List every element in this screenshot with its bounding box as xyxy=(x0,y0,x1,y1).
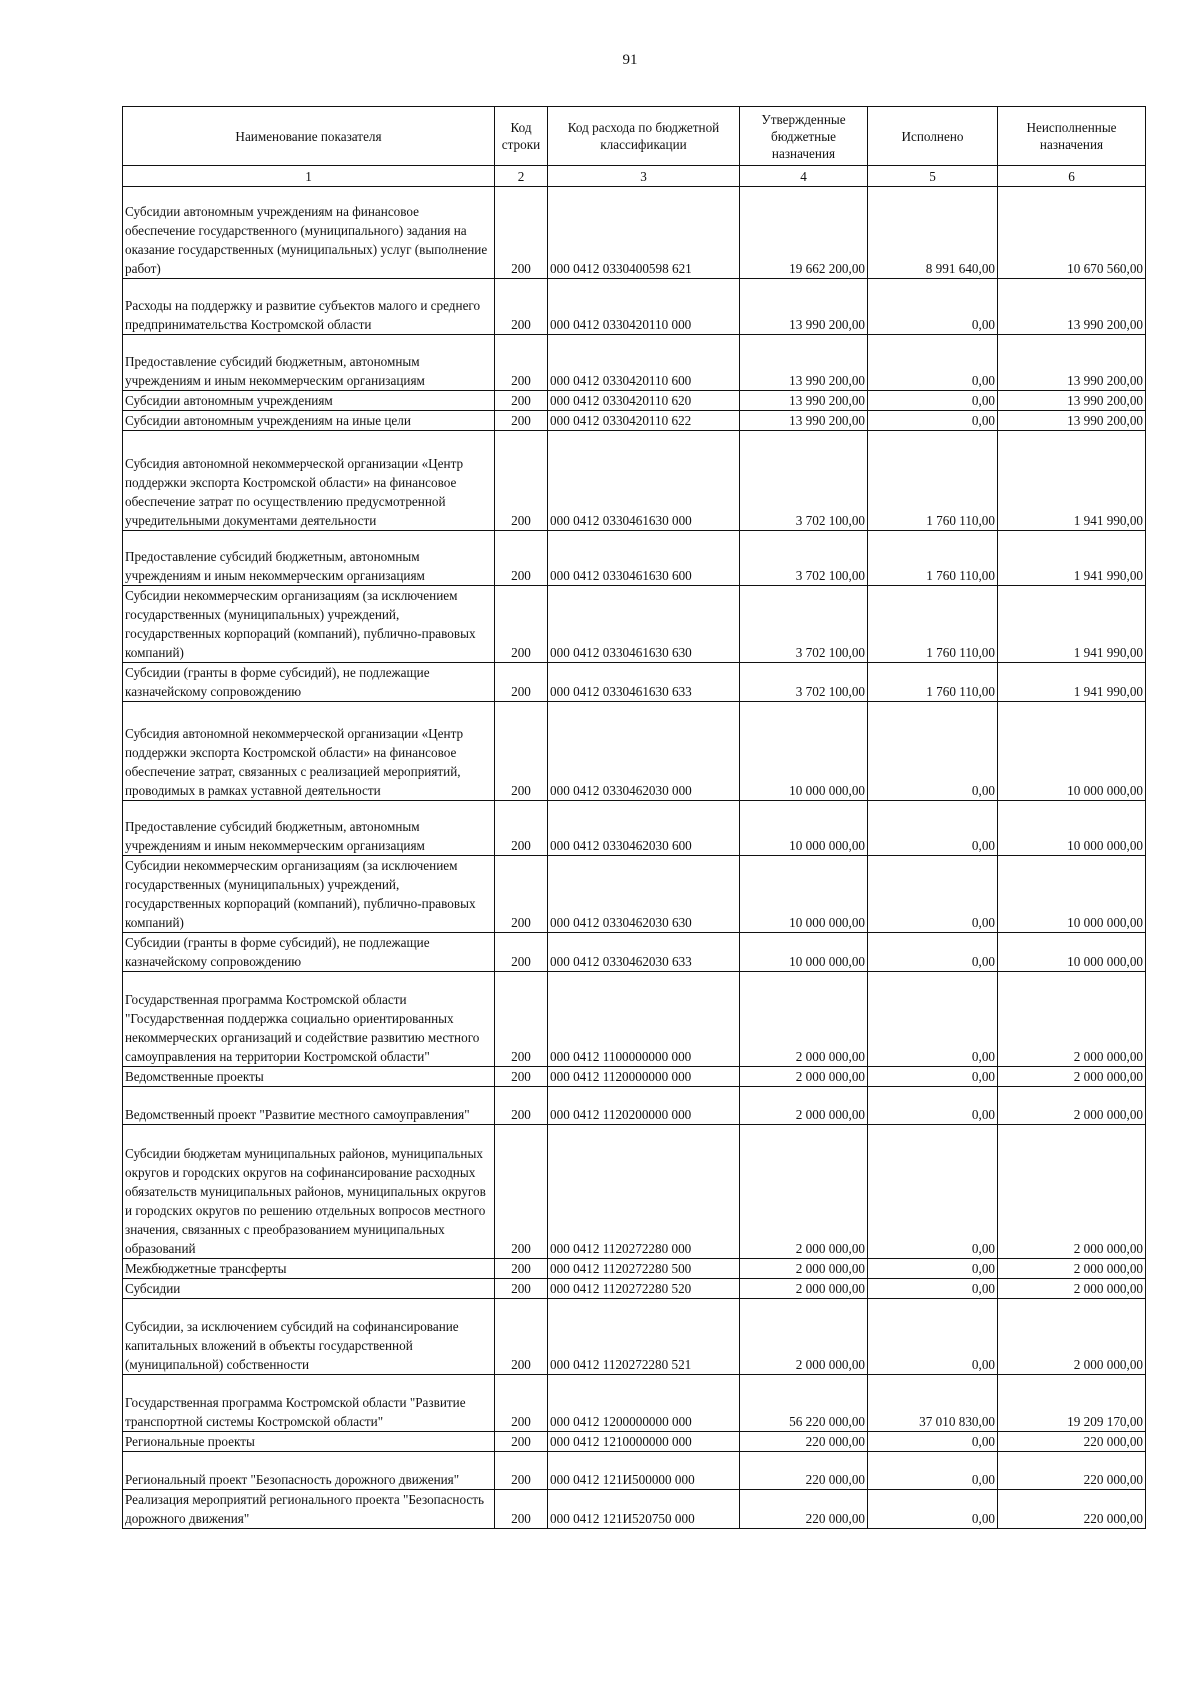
table-row xyxy=(123,1259,1146,1279)
row-executed: 0,00 xyxy=(868,972,998,1067)
row-name: Предоставление субсидий бюджетным, автономным учреждениям и иным некоммерческим организациям xyxy=(123,531,495,586)
row-kbk: 000 0412 1120272280 500 xyxy=(548,1259,740,1279)
row-executed: 0,00 xyxy=(868,856,998,933)
row-kbk: 000 0412 0330462030 633 xyxy=(548,933,740,972)
column-number: 5 xyxy=(868,166,998,187)
row-kbk: 000 0412 1100000000 000 xyxy=(548,972,740,1067)
row-line-code: 200 xyxy=(495,933,548,972)
row-line-code: 200 xyxy=(495,187,548,279)
row-line-code: 200 xyxy=(495,1490,548,1529)
row-unexecuted: 2 000 000,00 xyxy=(998,1087,1146,1125)
row-kbk: 000 0412 1120200000 000 xyxy=(548,1087,740,1125)
column-number: 3 xyxy=(548,166,740,187)
row-name: Субсидии (гранты в форме субсидий), не подлежащие казначейскому сопровождению xyxy=(123,663,495,702)
row-line-code: 200 xyxy=(495,1432,548,1452)
table-row xyxy=(123,663,1146,702)
table-row xyxy=(123,1490,1146,1529)
table-row xyxy=(123,1125,1146,1259)
row-name: Реализация мероприятий регионального проекта "Безопасность дорожного движения" xyxy=(123,1490,495,1529)
row-line-code: 200 xyxy=(495,1087,548,1125)
column-header-unexecuted: Неисполненные назначения xyxy=(998,107,1146,166)
row-kbk: 000 0412 121И500000 000 xyxy=(548,1452,740,1490)
row-unexecuted: 13 990 200,00 xyxy=(998,335,1146,391)
row-line-code: 200 xyxy=(495,1279,548,1299)
table-row xyxy=(123,933,1146,972)
row-unexecuted: 2 000 000,00 xyxy=(998,1125,1146,1259)
row-line-code: 200 xyxy=(495,1259,548,1279)
row-executed: 0,00 xyxy=(868,411,998,431)
row-kbk: 000 0412 1210000000 000 xyxy=(548,1432,740,1452)
row-line-code: 200 xyxy=(495,663,548,702)
column-number-row xyxy=(123,166,1146,187)
row-approved: 13 990 200,00 xyxy=(740,411,868,431)
row-approved: 3 702 100,00 xyxy=(740,431,868,531)
row-line-code: 200 xyxy=(495,411,548,431)
row-kbk: 000 0412 0330461630 600 xyxy=(548,531,740,586)
row-approved: 220 000,00 xyxy=(740,1432,868,1452)
row-executed: 0,00 xyxy=(868,1067,998,1087)
row-kbk: 000 0412 1120272280 520 xyxy=(548,1279,740,1299)
row-kbk: 000 0412 0330461630 000 xyxy=(548,431,740,531)
row-unexecuted: 19 209 170,00 xyxy=(998,1375,1146,1432)
row-approved: 3 702 100,00 xyxy=(740,663,868,702)
row-approved: 2 000 000,00 xyxy=(740,972,868,1067)
row-line-code: 200 xyxy=(495,335,548,391)
row-approved: 13 990 200,00 xyxy=(740,335,868,391)
row-line-code: 200 xyxy=(495,972,548,1067)
row-approved: 10 000 000,00 xyxy=(740,856,868,933)
row-kbk: 000 0412 0330461630 630 xyxy=(548,586,740,663)
row-name: Субсидии некоммерческим организациям (за исключением государственных (муниципальных) учреждений, государственных корпораций (компаний), публично-правовых компаний) xyxy=(123,586,495,663)
row-unexecuted: 1 941 990,00 xyxy=(998,663,1146,702)
row-executed: 0,00 xyxy=(868,801,998,856)
row-unexecuted: 2 000 000,00 xyxy=(998,1299,1146,1375)
row-unexecuted: 220 000,00 xyxy=(998,1490,1146,1529)
row-executed: 0,00 xyxy=(868,1279,998,1299)
row-line-code: 200 xyxy=(495,531,548,586)
row-executed: 1 760 110,00 xyxy=(868,586,998,663)
row-executed: 0,00 xyxy=(868,1490,998,1529)
row-approved: 2 000 000,00 xyxy=(740,1299,868,1375)
row-kbk: 000 0412 1120000000 000 xyxy=(548,1067,740,1087)
table-row xyxy=(123,279,1146,335)
row-name: Субсидии, за исключением субсидий на софинансирование капитальных вложений в объекты государственной (муниципальной) собственности xyxy=(123,1299,495,1375)
column-header-name: Наименование показателя xyxy=(123,107,495,166)
row-name: Субсидии автономным учреждениям на финансовое обеспечение государственного (муниципального) задания на оказание государственных (муниципальных) услуг (выполнение работ) xyxy=(123,187,495,279)
row-executed: 0,00 xyxy=(868,1432,998,1452)
row-line-code: 200 xyxy=(495,431,548,531)
table-row xyxy=(123,586,1146,663)
table-row xyxy=(123,1087,1146,1125)
row-name: Межбюджетные трансферты xyxy=(123,1259,495,1279)
row-executed: 8 991 640,00 xyxy=(868,187,998,279)
row-kbk: 000 0412 0330462030 000 xyxy=(548,702,740,801)
row-executed: 0,00 xyxy=(868,702,998,801)
row-executed: 0,00 xyxy=(868,1125,998,1259)
table-row xyxy=(123,391,1146,411)
row-unexecuted: 2 000 000,00 xyxy=(998,1259,1146,1279)
row-line-code: 200 xyxy=(495,1452,548,1490)
row-kbk: 000 0412 1200000000 000 xyxy=(548,1375,740,1432)
table-row xyxy=(123,972,1146,1067)
row-name: Ведомственные проекты xyxy=(123,1067,495,1087)
row-unexecuted: 10 000 000,00 xyxy=(998,856,1146,933)
table-row xyxy=(123,1279,1146,1299)
row-line-code: 200 xyxy=(495,1125,548,1259)
row-executed: 0,00 xyxy=(868,1299,998,1375)
row-line-code: 200 xyxy=(495,1375,548,1432)
row-executed: 0,00 xyxy=(868,279,998,335)
row-line-code: 200 xyxy=(495,391,548,411)
row-name: Субсидия автономной некоммерческой организации «Центр поддержки экспорта Костромской области» на финансовое обеспечение затрат по осуществлению предусмотренной учредительными документами деятельности xyxy=(123,431,495,531)
row-line-code: 200 xyxy=(495,586,548,663)
column-header-line-code: Код строки xyxy=(495,107,548,166)
row-approved: 220 000,00 xyxy=(740,1490,868,1529)
row-approved: 3 702 100,00 xyxy=(740,586,868,663)
row-kbk: 000 0412 0330420110 620 xyxy=(548,391,740,411)
row-approved: 2 000 000,00 xyxy=(740,1067,868,1087)
row-name: Расходы на поддержку и развитие субъектов малого и среднего предпринимательства Костромской области xyxy=(123,279,495,335)
row-executed: 37 010 830,00 xyxy=(868,1375,998,1432)
row-kbk: 000 0412 0330420110 622 xyxy=(548,411,740,431)
row-name: Региональный проект "Безопасность дорожного движения" xyxy=(123,1452,495,1490)
row-name: Субсидии бюджетам муниципальных районов, муниципальных округов и городских округов на софинансирование расходных обязательств муниципальных районов, муниципальных округов и городских округов по решению отдельных вопросов местного значения, связанных с преобразованием муниципальных образований xyxy=(123,1125,495,1259)
table-row xyxy=(123,856,1146,933)
row-executed: 0,00 xyxy=(868,391,998,411)
row-approved: 220 000,00 xyxy=(740,1452,868,1490)
row-unexecuted: 13 990 200,00 xyxy=(998,391,1146,411)
row-name: Государственная программа Костромской области "Государственная поддержка социально ориентированных некоммерческих организаций и содействие развитию местного самоуправления на территории Костромской области" xyxy=(123,972,495,1067)
budget-report-table xyxy=(122,106,1146,1529)
row-approved: 2 000 000,00 xyxy=(740,1125,868,1259)
row-unexecuted: 10 000 000,00 xyxy=(998,702,1146,801)
row-name: Субсидии (гранты в форме субсидий), не подлежащие казначейскому сопровождению xyxy=(123,933,495,972)
row-approved: 19 662 200,00 xyxy=(740,187,868,279)
row-approved: 3 702 100,00 xyxy=(740,531,868,586)
row-approved: 2 000 000,00 xyxy=(740,1279,868,1299)
column-number: 2 xyxy=(495,166,548,187)
table-row xyxy=(123,431,1146,531)
row-name: Субсидии xyxy=(123,1279,495,1299)
row-unexecuted: 13 990 200,00 xyxy=(998,279,1146,335)
row-unexecuted: 1 941 990,00 xyxy=(998,431,1146,531)
page-number: 91 xyxy=(622,52,638,68)
table-row xyxy=(123,187,1146,279)
row-name: Предоставление субсидий бюджетным, автономным учреждениям и иным некоммерческим организациям xyxy=(123,335,495,391)
row-approved: 10 000 000,00 xyxy=(740,801,868,856)
row-executed: 1 760 110,00 xyxy=(868,431,998,531)
row-line-code: 200 xyxy=(495,856,548,933)
row-line-code: 200 xyxy=(495,1067,548,1087)
row-line-code: 200 xyxy=(495,801,548,856)
column-number: 1 xyxy=(123,166,495,187)
row-unexecuted: 13 990 200,00 xyxy=(998,411,1146,431)
row-kbk: 000 0412 121И520750 000 xyxy=(548,1490,740,1529)
table-row xyxy=(123,702,1146,801)
row-unexecuted: 2 000 000,00 xyxy=(998,1067,1146,1087)
row-executed: 0,00 xyxy=(868,933,998,972)
row-line-code: 200 xyxy=(495,1299,548,1375)
row-approved: 10 000 000,00 xyxy=(740,702,868,801)
row-executed: 0,00 xyxy=(868,1259,998,1279)
row-kbk: 000 0412 0330400598 621 xyxy=(548,187,740,279)
table-row xyxy=(123,335,1146,391)
row-executed: 1 760 110,00 xyxy=(868,663,998,702)
row-name: Субсидия автономной некоммерческой организации «Центр поддержки экспорта Костромской области» на финансовое обеспечение затрат, связанных с реализацией мероприятий, проводимых в рамках уставной деятельности xyxy=(123,702,495,801)
row-executed: 1 760 110,00 xyxy=(868,531,998,586)
row-name: Субсидии некоммерческим организациям (за исключением государственных (муниципальных) учреждений, государственных корпораций (компаний), публично-правовых компаний) xyxy=(123,856,495,933)
table-row xyxy=(123,801,1146,856)
row-unexecuted: 10 000 000,00 xyxy=(998,801,1146,856)
row-executed: 0,00 xyxy=(868,335,998,391)
row-kbk: 000 0412 0330462030 600 xyxy=(548,801,740,856)
row-approved: 2 000 000,00 xyxy=(740,1087,868,1125)
row-name: Ведомственный проект "Развитие местного самоуправления" xyxy=(123,1087,495,1125)
row-kbk: 000 0412 1120272280 000 xyxy=(548,1125,740,1259)
row-kbk: 000 0412 0330461630 633 xyxy=(548,663,740,702)
row-kbk: 000 0412 0330420110 000 xyxy=(548,279,740,335)
row-name: Предоставление субсидий бюджетным, автономным учреждениям и иным некоммерческим организациям xyxy=(123,801,495,856)
table-row xyxy=(123,1067,1146,1087)
row-line-code: 200 xyxy=(495,702,548,801)
row-approved: 13 990 200,00 xyxy=(740,391,868,411)
table-header-row xyxy=(123,107,1146,166)
row-kbk: 000 0412 1120272280 521 xyxy=(548,1299,740,1375)
row-unexecuted: 1 941 990,00 xyxy=(998,531,1146,586)
row-name: Региональные проекты xyxy=(123,1432,495,1452)
row-unexecuted: 2 000 000,00 xyxy=(998,1279,1146,1299)
row-unexecuted: 220 000,00 xyxy=(998,1452,1146,1490)
table-row xyxy=(123,1452,1146,1490)
row-unexecuted: 1 941 990,00 xyxy=(998,586,1146,663)
row-approved: 56 220 000,00 xyxy=(740,1375,868,1432)
column-header-kbk: Код расхода по бюджетной классификации xyxy=(548,107,740,166)
row-kbk: 000 0412 0330462030 630 xyxy=(548,856,740,933)
column-header-approved: Утвержденные бюджетные назначения xyxy=(740,107,868,166)
row-executed: 0,00 xyxy=(868,1452,998,1490)
table-row xyxy=(123,1375,1146,1432)
row-unexecuted: 2 000 000,00 xyxy=(998,972,1146,1067)
table-row xyxy=(123,411,1146,431)
row-name: Субсидии автономным учреждениям xyxy=(123,391,495,411)
column-number: 4 xyxy=(740,166,868,187)
row-kbk: 000 0412 0330420110 600 xyxy=(548,335,740,391)
row-unexecuted: 10 670 560,00 xyxy=(998,187,1146,279)
row-unexecuted: 220 000,00 xyxy=(998,1432,1146,1452)
row-name: Государственная программа Костромской области "Развитие транспортной системы Костромской области" xyxy=(123,1375,495,1432)
row-line-code: 200 xyxy=(495,279,548,335)
row-executed: 0,00 xyxy=(868,1087,998,1125)
table-row xyxy=(123,1299,1146,1375)
table-row xyxy=(123,531,1146,586)
row-approved: 10 000 000,00 xyxy=(740,933,868,972)
column-header-executed: Исполнено xyxy=(868,107,998,166)
row-approved: 2 000 000,00 xyxy=(740,1259,868,1279)
row-unexecuted: 10 000 000,00 xyxy=(998,933,1146,972)
table-row xyxy=(123,1432,1146,1452)
column-number: 6 xyxy=(998,166,1146,187)
row-name: Субсидии автономным учреждениям на иные цели xyxy=(123,411,495,431)
row-approved: 13 990 200,00 xyxy=(740,279,868,335)
